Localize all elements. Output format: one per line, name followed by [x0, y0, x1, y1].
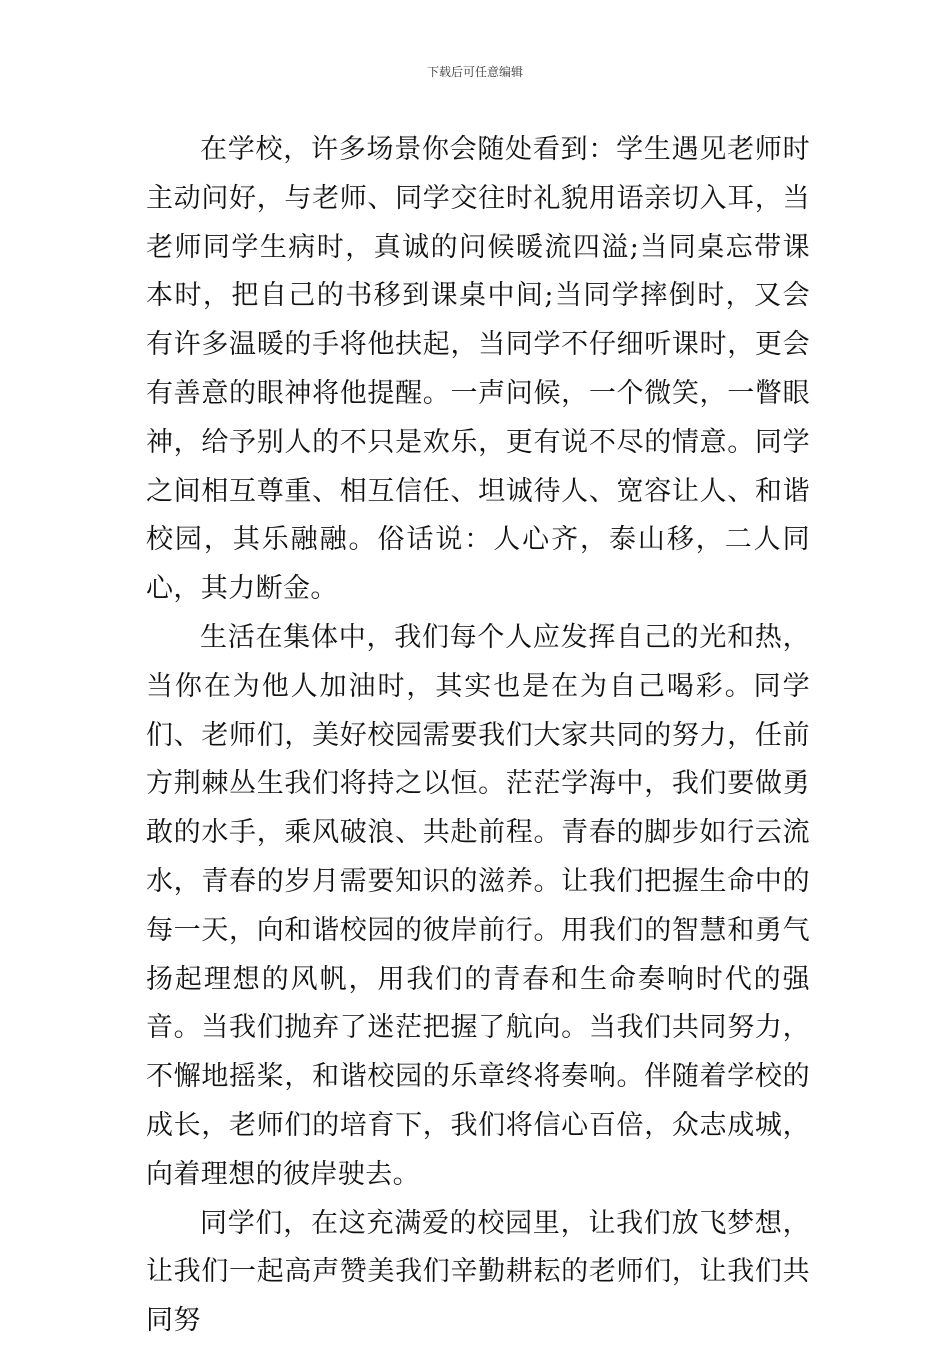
paragraph-3: 同学们，在这充满爱的校园里，让我们放飞梦想，让我们一起高声赞美我们辛勤耕耘的老师们，让我们共同努	[146, 1207, 810, 1337]
paragraph-2: 生活在集体中，我们每个人应发挥自己的光和热，当你在为他人加油时，其实也是在为自己喝彩。同学们、老师们，美好校园需要我们大家共同的努力，任前方荆棘丛生我们将持之以恒。茫茫学海中，我们要做勇敢的水手，乘风破浪、共赴前程。青春的脚步如行云流水，青春的岁月需要知识的滋养。让我们把握生命中的每一天，向和谐校园的彼岸前行。用我们的智慧和勇气扬起理想的风帆，用我们的青春和生命奏响时代的强音。当我们抛弃了迷茫把握了航向。当我们共同努力，不懈地摇桨，和谐校园的乐章终将奏响。伴随着学校的成长，老师们的培育下，我们将信心百倍，众志成城，向着理想的彼岸驶去。	[146, 621, 810, 1190]
page-header: 下载后可任意编辑	[426, 65, 523, 79]
document-body	[146, 126, 810, 1346]
paragraph-1: 在学校，许多场景你会随处看到：学生遇见老师时主动问好，与老师、同学交往时礼貌用语亲切入耳，当老师同学生病时，真诚的问候暖流四溢;当同桌忘带课本时，把自己的书移到课桌中间;当同学摔倒时，又会有许多温暖的手将他扶起，当同学不仔细听课时，更会有善意的眼神将他提醒。一声问候，一个微笑，一瞥眼神，给予别人的不只是欢乐，更有说不尽的情意。同学之间相互尊重、相互信任、坦诚待人、宽容让人、和谐校园，其乐融融。俗话说：人心齐，泰山移，二人同心，其力断金。	[146, 134, 810, 605]
